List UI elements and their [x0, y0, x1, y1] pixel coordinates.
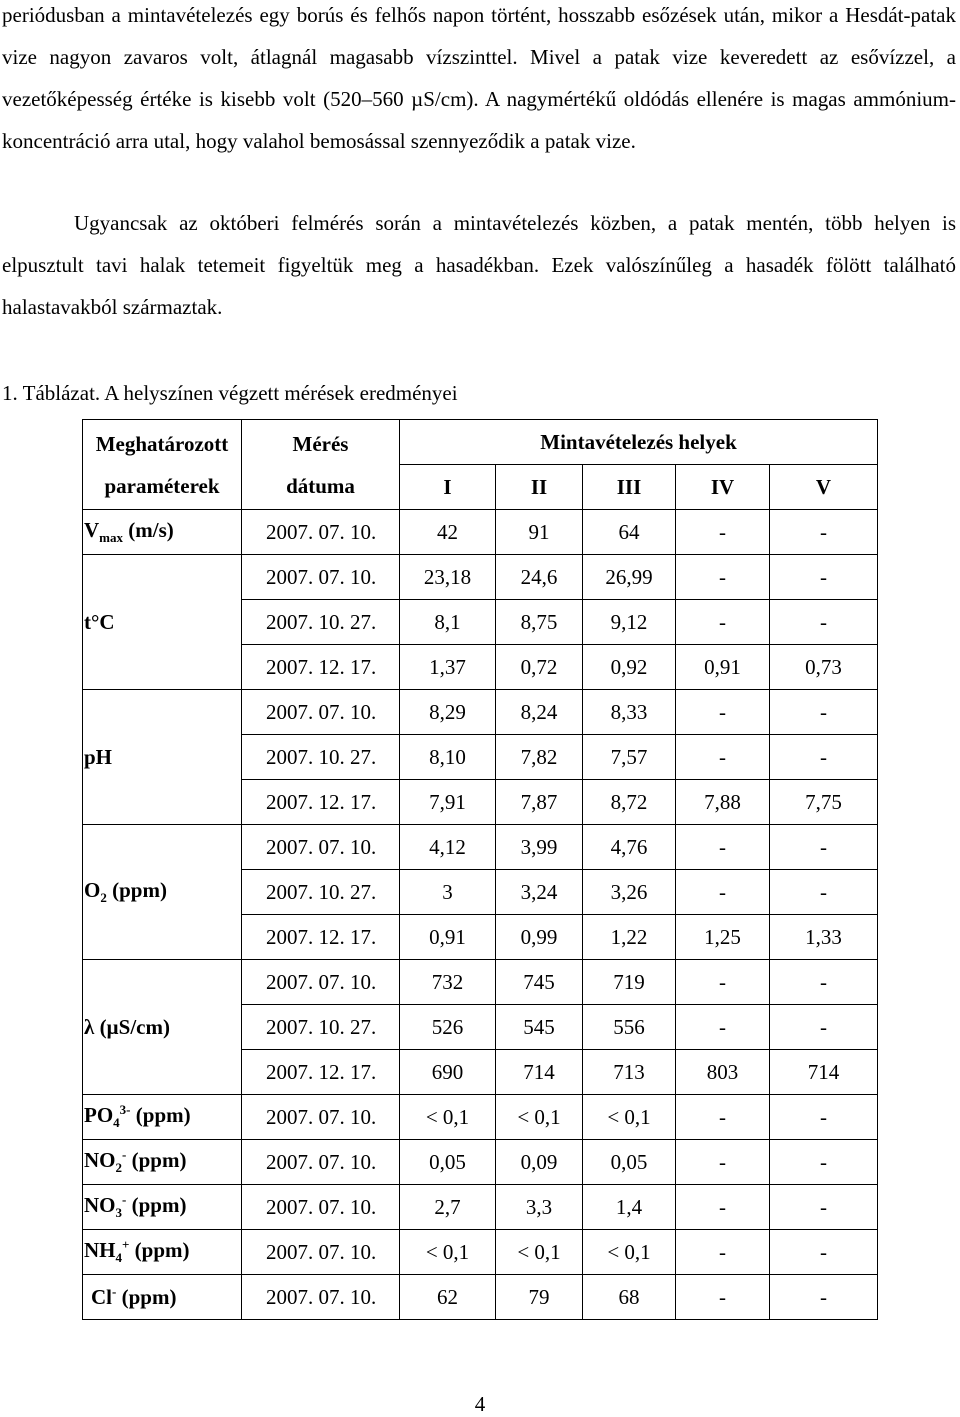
value-cell: 0,91 — [400, 915, 496, 960]
value-cell: 0,73 — [770, 645, 878, 690]
value-cell: 545 — [496, 1005, 583, 1050]
value-cell: - — [770, 870, 878, 915]
param-po4: $PO_4^{3-}$ (ppm) — [83, 1095, 242, 1140]
value-cell: 0,91 — [676, 645, 770, 690]
site-label: IV — [676, 465, 770, 510]
value-cell: 7,82 — [496, 735, 583, 780]
date-cell: 2007. 07. 10. — [242, 1185, 400, 1230]
value-cell: 23,18 — [400, 555, 496, 600]
value-cell: - — [770, 1185, 878, 1230]
value-cell: 9,12 — [583, 600, 676, 645]
date-cell: 2007. 07. 10. — [242, 510, 400, 555]
value-cell: 8,75 — [496, 600, 583, 645]
value-cell: 3,3 — [496, 1185, 583, 1230]
value-cell: 8,72 — [583, 780, 676, 825]
value-cell: < 0,1 — [583, 1095, 676, 1140]
date-cell: 2007. 12. 17. — [242, 645, 400, 690]
measurement-table — [82, 419, 878, 1320]
value-cell: 3,24 — [496, 870, 583, 915]
value-cell: - — [676, 1275, 770, 1320]
value-cell: 714 — [770, 1050, 878, 1095]
table-row — [83, 825, 878, 870]
value-cell: - — [676, 870, 770, 915]
value-cell: 0,05 — [583, 1140, 676, 1185]
value-cell: < 0,1 — [496, 1230, 583, 1275]
value-cell: 1,4 — [583, 1185, 676, 1230]
value-cell: - — [676, 1095, 770, 1140]
param-nh4: $NH_4^+$ (ppm) — [83, 1230, 242, 1275]
site-label: V — [770, 465, 878, 510]
value-cell: - — [770, 1275, 878, 1320]
value-cell: 3 — [400, 870, 496, 915]
value-cell: 3,26 — [583, 870, 676, 915]
table-row — [83, 1140, 878, 1185]
value-cell: - — [676, 600, 770, 645]
date-cell: 2007. 10. 27. — [242, 735, 400, 780]
value-cell: 26,99 — [583, 555, 676, 600]
date-cell: 2007. 07. 10. — [242, 1140, 400, 1185]
table-row — [83, 555, 878, 600]
value-cell: 79 — [496, 1275, 583, 1320]
value-cell: - — [676, 555, 770, 600]
value-cell: 803 — [676, 1050, 770, 1095]
value-cell: - — [770, 555, 878, 600]
value-cell: 3,99 — [496, 825, 583, 870]
date-cell: 2007. 10. 27. — [242, 870, 400, 915]
value-cell: - — [770, 1140, 878, 1185]
value-cell: 0,05 — [400, 1140, 496, 1185]
value-cell: 7,88 — [676, 780, 770, 825]
value-cell: 62 — [400, 1275, 496, 1320]
value-cell: - — [676, 1185, 770, 1230]
value-cell: 7,91 — [400, 780, 496, 825]
value-cell: 714 — [496, 1050, 583, 1095]
value-cell: 2,7 — [400, 1185, 496, 1230]
table-row — [83, 1275, 878, 1320]
value-cell: 42 — [400, 510, 496, 555]
value-cell: < 0,1 — [583, 1230, 676, 1275]
date-cell: 2007. 12. 17. — [242, 1050, 400, 1095]
value-cell: - — [770, 510, 878, 555]
value-cell: 713 — [583, 1050, 676, 1095]
page-number: 4 — [474, 1392, 486, 1416]
table-row — [83, 1095, 878, 1140]
value-cell: 1,25 — [676, 915, 770, 960]
value-cell: - — [676, 1005, 770, 1050]
date-cell: 2007. 07. 10. — [242, 825, 400, 870]
value-cell: 719 — [583, 960, 676, 1005]
value-cell: 556 — [583, 1005, 676, 1050]
table-caption: 1. Táblázat. A helyszínen végzett mérések eredményei — [2, 381, 458, 405]
table-row — [83, 510, 878, 555]
date-cell: 2007. 12. 17. — [242, 915, 400, 960]
value-cell: 0,09 — [496, 1140, 583, 1185]
date-cell: 2007. 07. 10. — [242, 960, 400, 1005]
table-row — [83, 960, 878, 1005]
body-paragraph-1: periódusban a mintavételezés egy borús és felhős napon történt, hosszabb esőzések után, mikor a Hesdát-patak vize nagyon zavaros volt, átlagnál magasabb vízszinttel. Mivel a patak vize keveredett az esővízzel, a vezetőképesség értéke is kisebb volt (520–560 µS/cm). A nagymértékű oldódás ellenére is magas ammónium-koncentráció arra utal, hogy valahol bemosással szennyeződik a patak vize. — [2, 3, 956, 153]
value-cell: - — [676, 510, 770, 555]
table-row — [83, 690, 878, 735]
value-cell: 526 — [400, 1005, 496, 1050]
value-cell: 732 — [400, 960, 496, 1005]
value-cell: 690 — [400, 1050, 496, 1095]
value-cell: - — [676, 825, 770, 870]
param-conductivity: λ (µS/cm) — [83, 960, 242, 1095]
value-cell: 8,24 — [496, 690, 583, 735]
value-cell: 8,29 — [400, 690, 496, 735]
value-cell: 7,87 — [496, 780, 583, 825]
header-param-cell — [83, 420, 242, 510]
value-cell: 64 — [583, 510, 676, 555]
date-cell: 2007. 07. 10. — [242, 555, 400, 600]
header-date-cell — [242, 420, 400, 510]
value-cell: - — [770, 1095, 878, 1140]
date-cell: 2007. 07. 10. — [242, 1095, 400, 1140]
body-paragraph-2: Ugyancsak az októberi felmérés során a mintavételezés közben, a patak mentén, több helyen is elpusztult tavi halak tetemeit figyeltük meg a hasadékban. Ezek valószínűleg a hasadék fölött található halastavakból származtak. — [2, 211, 956, 319]
value-cell: 68 — [583, 1275, 676, 1320]
value-cell: - — [770, 600, 878, 645]
value-cell: 91 — [496, 510, 583, 555]
table-row — [83, 1230, 878, 1275]
value-cell: 8,33 — [583, 690, 676, 735]
date-cell: 2007. 07. 10. — [242, 1275, 400, 1320]
date-cell: 2007. 10. 27. — [242, 600, 400, 645]
table-header-row-1 — [83, 420, 878, 465]
param-cl: Cl- (ppm) — [83, 1275, 242, 1320]
value-cell: 745 — [496, 960, 583, 1005]
value-cell: 7,57 — [583, 735, 676, 780]
value-cell: - — [770, 960, 878, 1005]
value-cell: - — [770, 1005, 878, 1050]
value-cell: - — [676, 1230, 770, 1275]
value-cell: 8,10 — [400, 735, 496, 780]
value-cell: 0,99 — [496, 915, 583, 960]
header-sites: Mintavételezés helyek — [400, 420, 878, 465]
header-param-line1: Meghatározott — [95, 431, 229, 456]
value-cell: - — [770, 1230, 878, 1275]
header-date-line2: dátuma — [286, 473, 355, 498]
param-temperature: t°C — [83, 555, 242, 690]
value-cell: 1,37 — [400, 645, 496, 690]
value-cell: 0,72 — [496, 645, 583, 690]
value-cell: < 0,1 — [400, 1095, 496, 1140]
site-label: I — [400, 465, 496, 510]
value-cell: < 0,1 — [400, 1230, 496, 1275]
value-cell: 8,1 — [400, 600, 496, 645]
date-cell: 2007. 12. 17. — [242, 780, 400, 825]
value-cell: - — [770, 690, 878, 735]
date-cell: 2007. 10. 27. — [242, 1005, 400, 1050]
site-label: II — [496, 465, 583, 510]
table-row — [83, 1185, 878, 1230]
param-o2: $O_2$ (ppm) — [83, 825, 242, 960]
date-cell: 2007. 07. 10. — [242, 1230, 400, 1275]
value-cell: - — [676, 690, 770, 735]
value-cell: - — [770, 825, 878, 870]
value-cell: 1,22 — [583, 915, 676, 960]
value-cell: 24,6 — [496, 555, 583, 600]
param-no3: $NO_3^-$ (ppm) — [83, 1185, 242, 1230]
value-cell: 4,12 — [400, 825, 496, 870]
header-date-line1: Mérés — [292, 431, 349, 456]
value-cell: - — [676, 960, 770, 1005]
value-cell: 1,33 — [770, 915, 878, 960]
date-cell: 2007. 07. 10. — [242, 690, 400, 735]
header-param-line2: paraméterek — [104, 473, 220, 498]
value-cell: - — [676, 735, 770, 780]
param-no2: $NO_2^-$ (ppm) — [83, 1140, 242, 1185]
param-ph: pH — [83, 690, 242, 825]
site-label: III — [583, 465, 676, 510]
value-cell: 0,92 — [583, 645, 676, 690]
value-cell: - — [770, 735, 878, 780]
value-cell: < 0,1 — [496, 1095, 583, 1140]
param-vmax: $V_{max}$ (m/s) — [83, 510, 242, 555]
value-cell: 7,75 — [770, 780, 878, 825]
value-cell: - — [676, 1140, 770, 1185]
value-cell: 4,76 — [583, 825, 676, 870]
